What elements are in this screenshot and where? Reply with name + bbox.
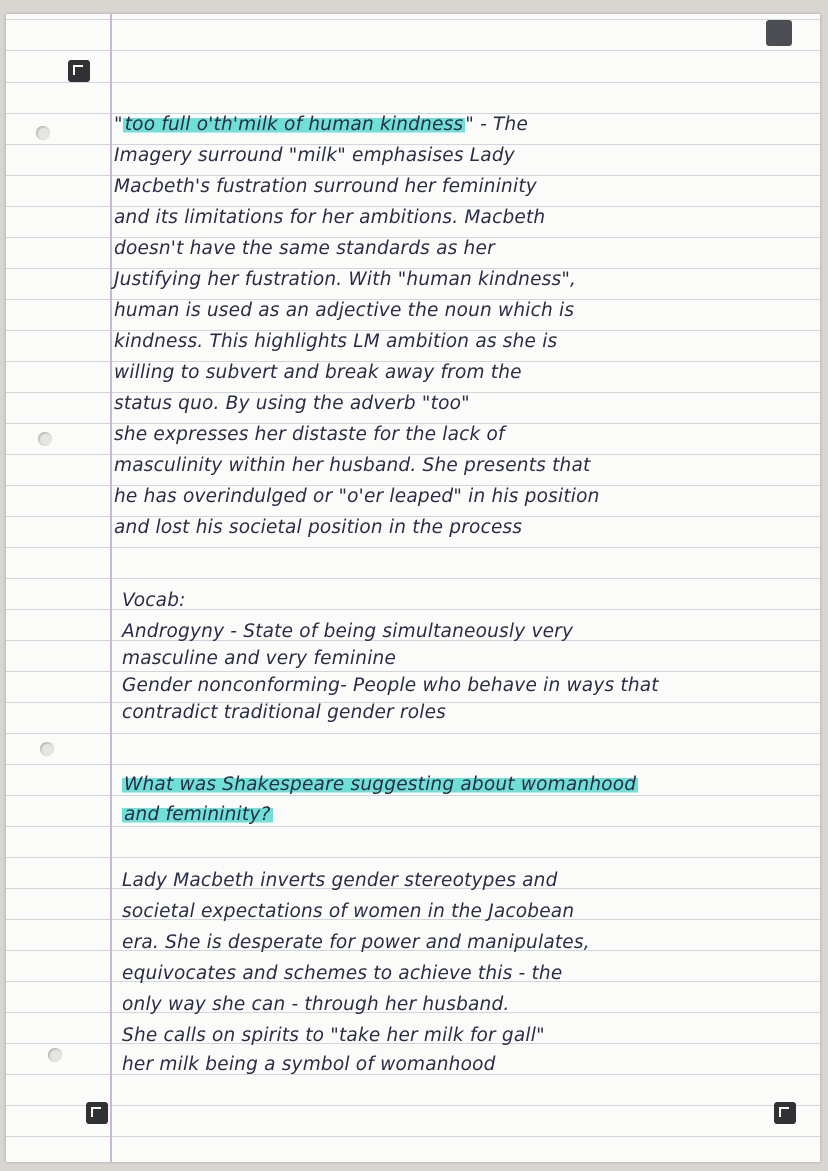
text-line: societal expectations of women in the Jacobean — [122, 901, 575, 922]
text-line: Imagery surround "milk" emphasises Lady — [114, 145, 515, 166]
punch-hole — [48, 1048, 62, 1062]
logo-icon — [68, 60, 90, 82]
text-line: era. She is desperate for power and manipulates, — [122, 932, 590, 953]
punch-hole — [40, 742, 54, 756]
text-line: contradict traditional gender roles — [122, 702, 447, 723]
text-line: She calls on spirits to "take her milk for gall" — [122, 1025, 545, 1046]
text-line: equivocates and schemes to achieve this - the — [122, 963, 563, 984]
text-line: he has overindulged or "o'er leaped" in his position — [114, 486, 600, 507]
text-line: Androgyny - State of being simultaneously very — [122, 621, 574, 642]
text-line: and lost his societal position in the process — [114, 517, 523, 538]
punch-hole — [36, 126, 50, 140]
text-line: Macbeth's fustration surround her femininity — [114, 176, 537, 197]
notebook-page — [6, 14, 820, 1162]
text-line: she expresses her distaste for the lack of — [114, 424, 505, 445]
question-line-2: and femininity? — [124, 804, 271, 825]
text-line: status quo. By using the adverb "too" — [114, 393, 470, 414]
margin-line — [110, 14, 112, 1162]
text-line: only way she can - through her husband. — [122, 994, 510, 1015]
text-line: human is used as an adjective the noun which is — [114, 300, 575, 321]
text-line: willing to subvert and break away from the — [114, 362, 522, 383]
text-line: and its limitations for her ambitions. Macbeth — [114, 207, 546, 228]
text-line: masculinity within her husband. She presents that — [114, 455, 591, 476]
text-line: Lady Macbeth inverts gender stereotypes and — [122, 870, 558, 891]
line1-rest: " - The — [465, 114, 529, 135]
highlighted-quote: too full o'th'milk of human kindness — [124, 114, 464, 135]
quote-open: " — [114, 114, 123, 135]
text-line: Justifying her fustration. With "human kindness", — [114, 269, 577, 290]
question-line-1: What was Shakespeare suggesting about womanhood — [124, 774, 637, 795]
bottom-right-logo-icon — [774, 1102, 796, 1124]
text-line: doesn't have the same standards as her — [114, 238, 495, 259]
vocab-heading: Vocab: — [122, 590, 186, 611]
punch-hole — [38, 432, 52, 446]
text-line: kindness. This highlights LM ambition as she is — [114, 331, 558, 352]
bottom-logo-icon — [86, 1102, 108, 1124]
text-line: masculine and very feminine — [122, 648, 397, 669]
corner-mark-icon — [766, 20, 792, 46]
text-line: her milk being a symbol of womanhood — [122, 1054, 496, 1075]
text-line: Gender nonconforming- People who behave in ways that — [122, 675, 659, 696]
